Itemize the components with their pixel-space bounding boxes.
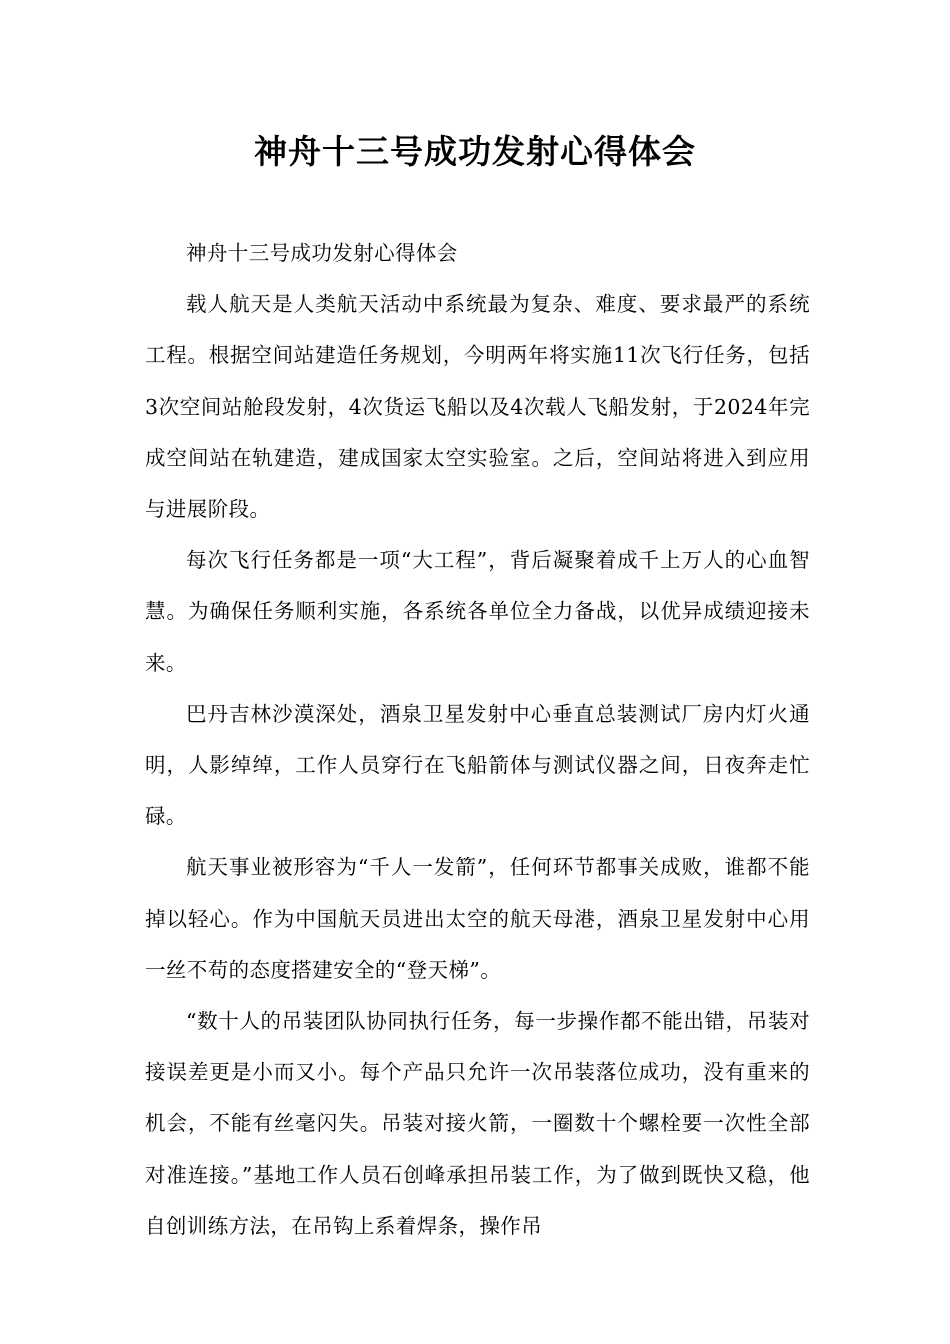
document-body	[145, 228, 810, 1252]
paragraph: 航天事业被形容为“千人一发箭”，任何环节都事关成败，谁都不能掉以轻心。作为中国航天员进出太空的航天母港，酒泉卫星发射中心用一丝不苟的态度搭建安全的“登天梯”。	[145, 855, 810, 982]
document-title: 神舟十三号成功发射心得体会	[254, 132, 696, 171]
paragraph: 载人航天是人类航天活动中系统最为复杂、难度、要求最严的系统工程。根据空间站建造任务规划，今明两年将实施11次飞行任务，包括3次空间站舱段发射，4次货运飞船以及4次载人飞船发射，于2024年完成空间站在轨建造，建成国家太空实验室。之后，空间站将进入到应用与进展阶段。	[145, 292, 810, 522]
paragraph: 巴丹吉林沙漠深处，酒泉卫星发射中心垂直总装测试厂房内灯火通明，人影绰绰，工作人员穿行在飞船箭体与测试仪器之间，日夜奔走忙碌。	[145, 701, 810, 829]
paragraph: “数十人的吊装团队协同执行任务，每一步操作都不能出错，吊装对接误差更是小而又小。每个产品只允许一次吊装落位成功，没有重来的机会，不能有丝毫闪失。吊装对接火箭，一圈数十个螺栓要一次性全部对准连接。”基地工作人员石创峰承担吊装工作，为了做到既快又稳，他自创训练方法，在吊钩上系着焊条，操作吊	[145, 1009, 810, 1238]
paragraph-subtitle: 神舟十三号成功发射心得体会	[186, 241, 458, 265]
paragraph: 每次飞行任务都是一项“大工程”，背后凝聚着成千上万人的心血智慧。为确保任务顺利实施，各系统各单位全力备战，以优异成绩迎接未来。	[145, 548, 810, 675]
